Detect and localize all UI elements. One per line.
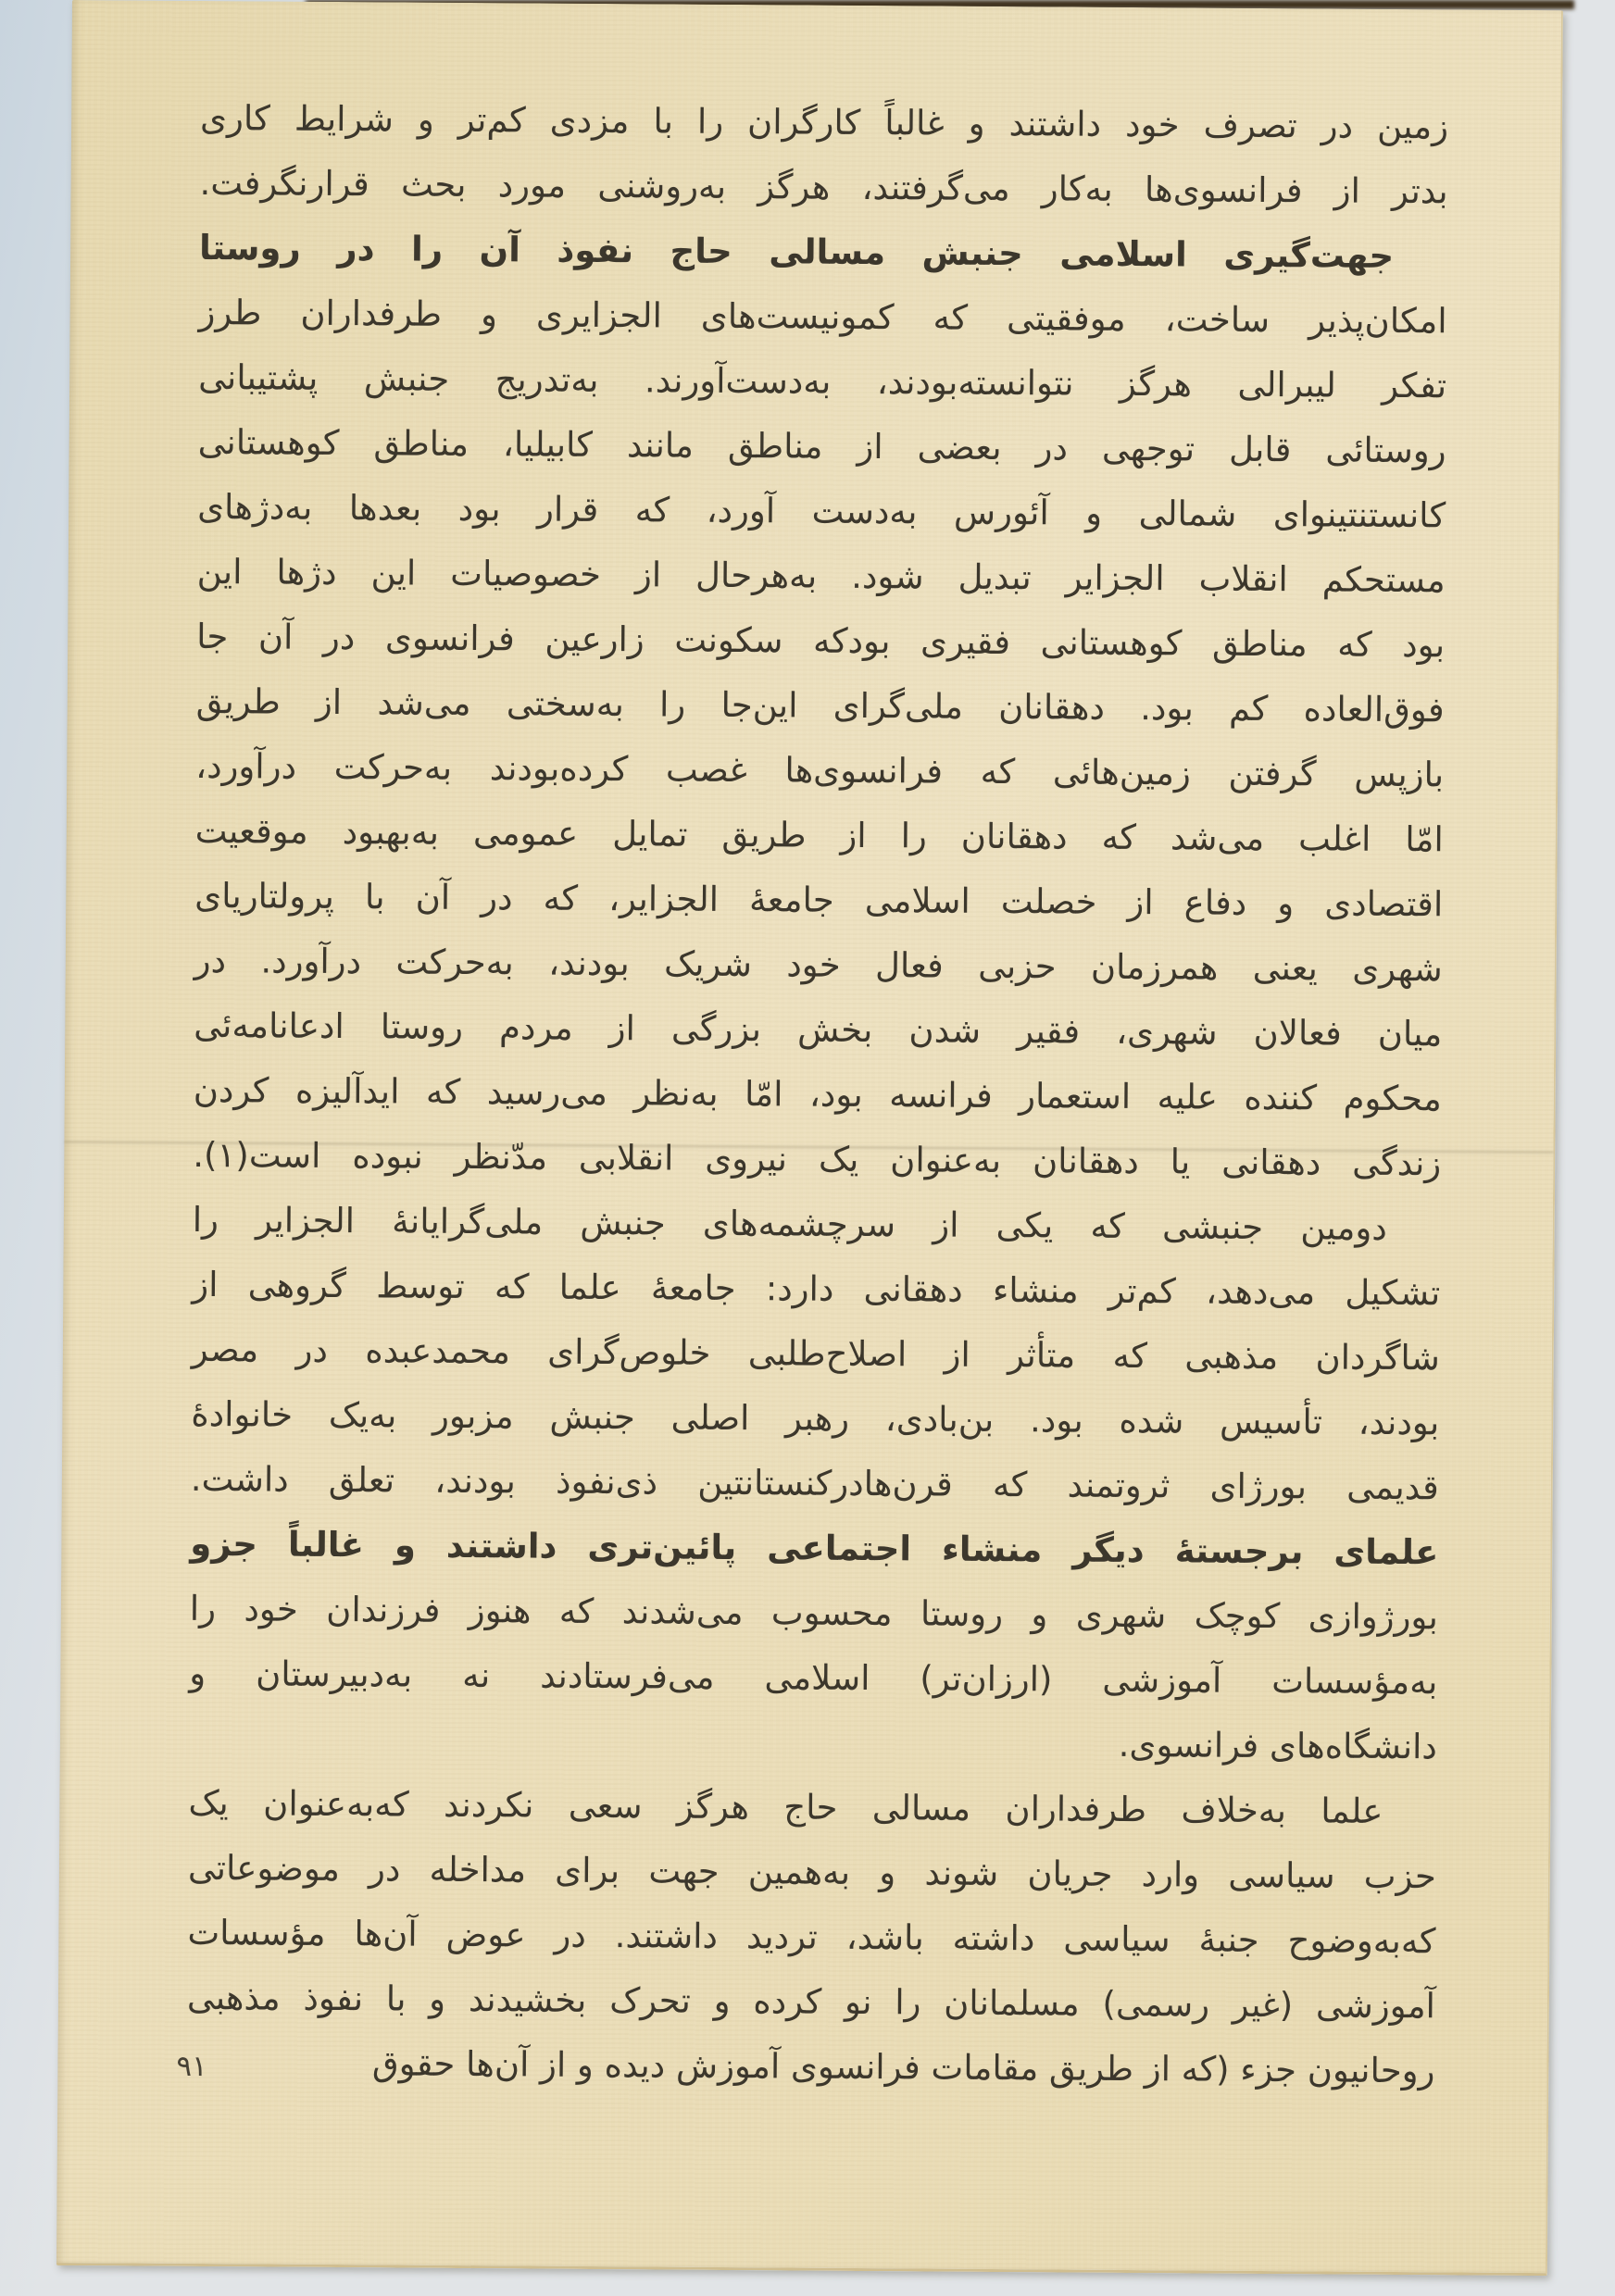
text-line: زمین در تصرف خود داشتند و غالباً کارگران را با مزدی کم‌تر و شرایط کاری bbox=[199, 97, 1449, 147]
text-line: بودند، تأسیس شده بود. بن‌بادی، رهبر اصلی جنبش مزبور به‌یک خانوادهٔ bbox=[191, 1393, 1440, 1443]
text-line: فوق‌العاده کم بود. دهقانان ملی‌گرای این‌جا را به‌سختی می‌شد از طریق bbox=[195, 680, 1445, 730]
text-line: شاگردان مذهبی که متأثر از اصلاح‌طلبی خلوص‌گرای محمدعبده در مصر bbox=[191, 1329, 1440, 1379]
text-line: آموزشی (غیر رسمی) مسلمانان را نو کرده و تحرک بخشیدند و با نفوذ مذهبی bbox=[186, 1977, 1436, 2027]
page-number: ۹۱ bbox=[176, 2049, 207, 2084]
text-line: تشکیل می‌دهد، کم‌تر منشاء دهقانی دارد: جامعهٔ علما که توسط گروهی از bbox=[192, 1264, 1441, 1314]
text-line: بدتر از فرانسوی‌ها به‌کار می‌گرفتند، هرگز به‌روشنی مورد بحث قرارنگرفت. bbox=[199, 162, 1448, 212]
text-line: مستحکم انقلاب الجزایر تبدیل شود. به‌هرحال از خصوصیات این دژها این bbox=[196, 551, 1446, 601]
text-line: بود که مناطق کوهستانی فقیری بودکه سکونت زارعین فرانسوی در آن جا bbox=[196, 616, 1446, 666]
text-line: قدیمی بورژای ثروتمند که قرن‌هادرکنستانتین ذی‌نفوذ بودند، تعلق داشت. bbox=[190, 1458, 1439, 1508]
text-line: تفکر لیبرالی هرگز نتوانسته‌بودند، به‌دست‌آورند. به‌تدریج جنبش پشتیبانی bbox=[198, 356, 1447, 406]
text-line: دانشگاه‌های فرانسوی. bbox=[1118, 1724, 1438, 1767]
text-line: روحانیون جزء (که از طریق مقامات فرانسوی آموزش دیده و از آن‌ها حقوق bbox=[371, 2043, 1435, 2091]
text-line: حزب سیاسی وارد جریان شوند و به‌همین جهت برای مداخله در موضوعاتی bbox=[187, 1847, 1437, 1897]
text-line: به‌مؤسسات آموزشی (ارزان‌تر) اسلامی می‌فرستادند نه به‌دبیرستان و bbox=[189, 1653, 1438, 1703]
text-line: امکان‌پذیر ساخت، موفقیتی که کمونیست‌های الجزایری و طرفداران طرز bbox=[198, 292, 1447, 342]
text-line: امّا اغلب می‌شد که دهقانان را از طریق تمایل عمومی به‌بهبود موقعیت bbox=[194, 810, 1444, 860]
text-line: دومین جنبشی که یکی از سرچشمه‌های جنبش ملی‌گرایانهٔ الجزایر را bbox=[192, 1199, 1387, 1248]
text-line: بازپس گرفتن زمین‌هائی که فرانسوی‌ها غصب کرده‌بودند به‌حرکت درآورد، bbox=[195, 745, 1445, 795]
text-line: علمای برجستهٔ دیگر منشاء اجتماعی پائین‌تری داشتند و غالباً جزو bbox=[190, 1523, 1439, 1573]
text-line: جهت‌گیری اسلامی جنبش مسالی حاج نفوذ آن را در روستا bbox=[198, 227, 1395, 276]
text-line: کانستنتینوای شمالی و آئورس به‌دست آورد، که قرار بود بعدها به‌دژهای bbox=[197, 486, 1446, 536]
text-line: روستائی قابل توجهی در بعضی از مناطق مانند کابیلیا، مناطق کوهستانی bbox=[197, 421, 1446, 471]
text-line: محکوم کننده علیه استعمار فرانسه بود، امّا به‌نظر می‌رسید که ایدآلیزه کردن bbox=[193, 1069, 1442, 1119]
text-line: که‌به‌وضوح جنبهٔ سیاسی داشته باشد، تردید داشتند. در عوض آن‌ها مؤسسات bbox=[187, 1912, 1436, 1962]
text-line: اقتصادی و دفاع از خصلت اسلامی جامعهٔ الجزایر، که در آن با پرولتاریای bbox=[194, 875, 1444, 925]
book-page bbox=[56, 0, 1563, 2276]
text-line: بورژوازی کوچک شهری و روستا محسوب می‌شدند که هنوز فرزندان خود را bbox=[189, 1588, 1438, 1638]
text-line: شهری یعنی همرزمان حزبی فعال خود شریک بودند، به‌حرکت درآورد. در bbox=[194, 940, 1443, 990]
text-line: علما به‌خلاف طرفداران مسالی حاج هرگز سعی نکردند که‌به‌عنوان یک bbox=[188, 1782, 1383, 1831]
text-line: زندگی دهقانی یا دهقانان به‌عنوان یک نیروی انقلابی مدّنظر نبوده است(۱). bbox=[193, 1134, 1442, 1184]
text-line: میان فعالان شهری، فقیر شدن بخش بزرگی از مردم روستا ادعانامه‌ئی bbox=[194, 1004, 1443, 1054]
text-block bbox=[186, 86, 1448, 2103]
